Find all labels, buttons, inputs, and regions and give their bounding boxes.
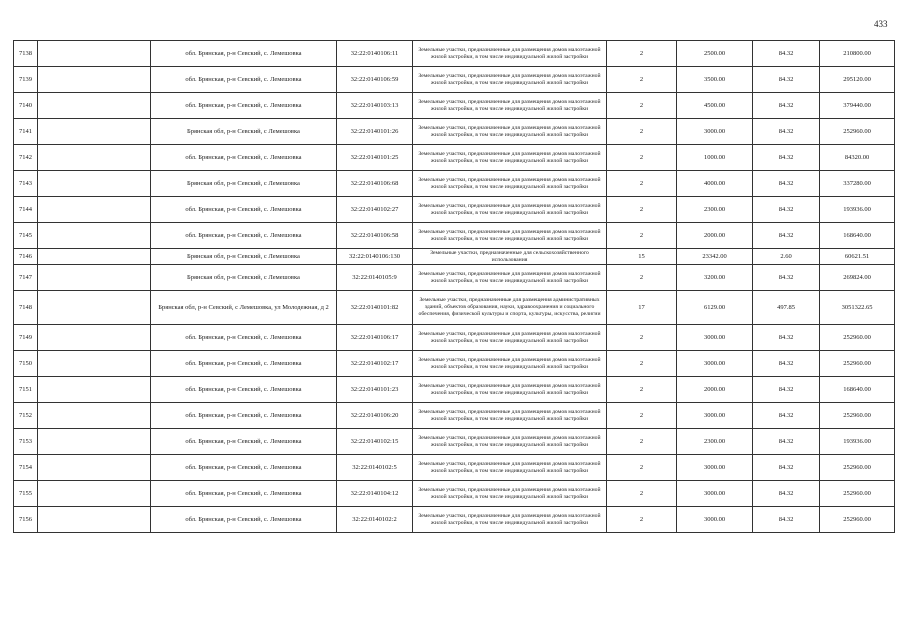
cadastral-value-cell: 252960.00 xyxy=(820,507,895,533)
land-use-cell: Земельные участки, предназначенные для размещения домов малоэтажной жилой застройки, в том числе индивидуальной жилой застройки xyxy=(413,223,607,249)
empty-cell xyxy=(38,429,151,455)
area-cell: 3000.00 xyxy=(677,119,753,145)
cadastral-number-cell: 32:22:0140106:11 xyxy=(337,41,413,67)
land-use-cell: Земельные участки, предназначенные для размещения домов малоэтажной жилой застройки, в том числе индивидуальной жилой застройки xyxy=(413,455,607,481)
area-cell: 3000.00 xyxy=(677,481,753,507)
cadastral-value-cell: 168640.00 xyxy=(820,377,895,403)
row-number-cell: 7148 xyxy=(14,291,38,325)
table-row xyxy=(14,351,895,377)
empty-cell xyxy=(38,223,151,249)
area-cell: 6129.00 xyxy=(677,291,753,325)
cadastral-number-cell: 32:22:0140101:26 xyxy=(337,119,413,145)
area-cell: 3000.00 xyxy=(677,507,753,533)
row-number-cell: 7147 xyxy=(14,265,38,291)
land-use-cell: Земельные участки, предназначенные для размещения домов малоэтажной жилой застройки, в том числе индивидуальной жилой застройки xyxy=(413,325,607,351)
area-cell: 3000.00 xyxy=(677,325,753,351)
empty-cell xyxy=(38,265,151,291)
rate-cell: 84.32 xyxy=(753,455,820,481)
rate-cell: 84.32 xyxy=(753,67,820,93)
cadastral-number-cell: 32:22:0140105:9 xyxy=(337,265,413,291)
empty-cell xyxy=(38,325,151,351)
area-cell: 3500.00 xyxy=(677,67,753,93)
cadastral-value-cell: 193936.00 xyxy=(820,429,895,455)
rate-cell: 84.32 xyxy=(753,223,820,249)
rate-cell: 2.60 xyxy=(753,249,820,265)
address-cell: обл. Брянская, р-н Севский, с. Лемешовка xyxy=(151,223,337,249)
row-number-cell: 7146 xyxy=(14,249,38,265)
group-code-cell: 2 xyxy=(607,429,677,455)
land-use-cell: Земельные участки, предназначенные для размещения домов малоэтажной жилой застройки, в том числе индивидуальной жилой застройки xyxy=(413,377,607,403)
group-code-cell: 2 xyxy=(607,265,677,291)
empty-cell xyxy=(38,93,151,119)
address-cell: обл. Брянская, р-н Севский, с. Лемешовка xyxy=(151,377,337,403)
rate-cell: 84.32 xyxy=(753,481,820,507)
address-cell: обл. Брянская, р-н Севский, с. Лемешовка xyxy=(151,455,337,481)
land-use-cell: Земельные участки, предназначенные для размещения домов малоэтажной жилой застройки, в том числе индивидуальной жилой застройки xyxy=(413,429,607,455)
group-code-cell: 17 xyxy=(607,291,677,325)
table-row xyxy=(14,325,895,351)
address-cell: обл. Брянская, р-н Севский, с. Лемешовка xyxy=(151,403,337,429)
table-row xyxy=(14,429,895,455)
address-cell: обл. Брянская, р-н Севский, с. Лемешовка xyxy=(151,93,337,119)
row-number-cell: 7149 xyxy=(14,325,38,351)
address-cell: обл. Брянская, р-н Севский, с. Лемешовка xyxy=(151,197,337,223)
area-cell: 23342.00 xyxy=(677,249,753,265)
group-code-cell: 2 xyxy=(607,325,677,351)
cadastral-number-cell: 32:22:0140103:13 xyxy=(337,93,413,119)
table-row xyxy=(14,145,895,171)
group-code-cell: 2 xyxy=(607,93,677,119)
table-row xyxy=(14,249,895,265)
address-cell: Брянская обл, р-н Севский, с Лемешовка, ул Молодежная, д 2 xyxy=(151,291,337,325)
area-cell: 3000.00 xyxy=(677,455,753,481)
rate-cell: 84.32 xyxy=(753,377,820,403)
row-number-cell: 7144 xyxy=(14,197,38,223)
empty-cell xyxy=(38,119,151,145)
cadastral-value-cell: 210800.00 xyxy=(820,41,895,67)
table-row xyxy=(14,197,895,223)
group-code-cell: 2 xyxy=(607,507,677,533)
rate-cell: 497.85 xyxy=(753,291,820,325)
cadastral-number-cell: 32:22:0140106:68 xyxy=(337,171,413,197)
page-number: 433 xyxy=(874,19,888,29)
cadastral-value-cell: 252960.00 xyxy=(820,351,895,377)
address-cell: Брянская обл, р-н Севский, с Лемешовка xyxy=(151,119,337,145)
cadastral-number-cell: 32:22:0140101:23 xyxy=(337,377,413,403)
group-code-cell: 2 xyxy=(607,481,677,507)
rate-cell: 84.32 xyxy=(753,351,820,377)
area-cell: 2000.00 xyxy=(677,223,753,249)
rate-cell: 84.32 xyxy=(753,403,820,429)
land-use-cell: Земельные участки, предназначенные для размещения домов малоэтажной жилой застройки, в том числе индивидуальной жилой застройки xyxy=(413,403,607,429)
row-number-cell: 7150 xyxy=(14,351,38,377)
table-row xyxy=(14,455,895,481)
land-use-cell: Земельные участки, предназначенные для размещения домов малоэтажной жилой застройки, в том числе индивидуальной жилой застройки xyxy=(413,67,607,93)
empty-cell xyxy=(38,171,151,197)
cadastral-value-cell: 252960.00 xyxy=(820,403,895,429)
rate-cell: 84.32 xyxy=(753,93,820,119)
cadastral-value-cell: 3051322.65 xyxy=(820,291,895,325)
address-cell: обл. Брянская, р-н Севский, с. Лемешовка xyxy=(151,481,337,507)
empty-cell xyxy=(38,403,151,429)
table-row xyxy=(14,377,895,403)
table-row xyxy=(14,265,895,291)
cadastral-value-cell: 84320.00 xyxy=(820,145,895,171)
land-use-cell: Земельные участки, предназначенные для размещения домов малоэтажной жилой застройки, в том числе индивидуальной жилой застройки xyxy=(413,507,607,533)
empty-cell xyxy=(38,145,151,171)
area-cell: 3000.00 xyxy=(677,351,753,377)
cadastral-number-cell: 32:22:0140102:2 xyxy=(337,507,413,533)
land-register-table xyxy=(13,40,895,533)
cadastral-number-cell: 32:22:0140106:130 xyxy=(337,249,413,265)
cadastral-number-cell: 32:22:0140102:15 xyxy=(337,429,413,455)
area-cell: 4000.00 xyxy=(677,171,753,197)
area-cell: 4500.00 xyxy=(677,93,753,119)
rate-cell: 84.32 xyxy=(753,41,820,67)
address-cell: Брянская обл, р-н Севский, с Лемешовка xyxy=(151,265,337,291)
address-cell: обл. Брянская, р-н Севский, с. Лемешовка xyxy=(151,145,337,171)
address-cell: обл. Брянская, р-н Севский, с. Лемешовка xyxy=(151,325,337,351)
row-number-cell: 7140 xyxy=(14,93,38,119)
row-number-cell: 7154 xyxy=(14,455,38,481)
row-number-cell: 7153 xyxy=(14,429,38,455)
address-cell: обл. Брянская, р-н Севский, с. Лемешовка xyxy=(151,67,337,93)
empty-cell xyxy=(38,455,151,481)
cadastral-value-cell: 252960.00 xyxy=(820,119,895,145)
group-code-cell: 2 xyxy=(607,67,677,93)
area-cell: 3000.00 xyxy=(677,403,753,429)
empty-cell xyxy=(38,197,151,223)
table-row xyxy=(14,93,895,119)
group-code-cell: 2 xyxy=(607,351,677,377)
cadastral-number-cell: 32:22:0140106:59 xyxy=(337,67,413,93)
empty-cell xyxy=(38,41,151,67)
rate-cell: 84.32 xyxy=(753,197,820,223)
row-number-cell: 7151 xyxy=(14,377,38,403)
group-code-cell: 2 xyxy=(607,223,677,249)
rate-cell: 84.32 xyxy=(753,265,820,291)
address-cell: обл. Брянская, р-н Севский, с. Лемешовка xyxy=(151,429,337,455)
cadastral-value-cell: 252960.00 xyxy=(820,455,895,481)
table-row xyxy=(14,41,895,67)
group-code-cell: 2 xyxy=(607,403,677,429)
cadastral-number-cell: 32:22:0140104:12 xyxy=(337,481,413,507)
cadastral-value-cell: 269824.00 xyxy=(820,265,895,291)
land-use-cell: Земельные участки, предназначенные для размещения домов малоэтажной жилой застройки, в том числе индивидуальной жилой застройки xyxy=(413,145,607,171)
row-number-cell: 7145 xyxy=(14,223,38,249)
row-number-cell: 7139 xyxy=(14,67,38,93)
land-use-cell: Земельные участки, предназначенные для размещения домов малоэтажной жилой застройки, в том числе индивидуальной жилой застройки xyxy=(413,265,607,291)
empty-cell xyxy=(38,351,151,377)
empty-cell xyxy=(38,291,151,325)
group-code-cell: 2 xyxy=(607,171,677,197)
cadastral-number-cell: 32:22:0140106:20 xyxy=(337,403,413,429)
cadastral-value-cell: 60621.51 xyxy=(820,249,895,265)
row-number-cell: 7141 xyxy=(14,119,38,145)
rate-cell: 84.32 xyxy=(753,145,820,171)
address-cell: Брянская обл, р-н Севский, с Лемешовка xyxy=(151,249,337,265)
group-code-cell: 2 xyxy=(607,119,677,145)
area-cell: 3200.00 xyxy=(677,265,753,291)
cadastral-value-cell: 168640.00 xyxy=(820,223,895,249)
rate-cell: 84.32 xyxy=(753,119,820,145)
cadastral-number-cell: 32:22:0140102:5 xyxy=(337,455,413,481)
rate-cell: 84.32 xyxy=(753,171,820,197)
row-number-cell: 7152 xyxy=(14,403,38,429)
cadastral-number-cell: 32:22:0140102:27 xyxy=(337,197,413,223)
group-code-cell: 2 xyxy=(607,41,677,67)
table-row xyxy=(14,67,895,93)
area-cell: 2000.00 xyxy=(677,377,753,403)
land-use-cell: Земельные участки, предназначенные для размещения административных зданий, объектов образования, науки, здравоохранения и социального обеспечения, физической культуры и спорта, культуры, искусства, религии xyxy=(413,291,607,325)
cadastral-number-cell: 32:22:0140101:82 xyxy=(337,291,413,325)
group-code-cell: 2 xyxy=(607,197,677,223)
area-cell: 1000.00 xyxy=(677,145,753,171)
row-number-cell: 7138 xyxy=(14,41,38,67)
register-body xyxy=(14,41,895,533)
cadastral-number-cell: 32:22:0140106:58 xyxy=(337,223,413,249)
row-number-cell: 7155 xyxy=(14,481,38,507)
group-code-cell: 15 xyxy=(607,249,677,265)
rate-cell: 84.32 xyxy=(753,507,820,533)
group-code-cell: 2 xyxy=(607,455,677,481)
land-use-cell: Земельные участки, предназначенные для размещения домов малоэтажной жилой застройки, в том числе индивидуальной жилой застройки xyxy=(413,41,607,67)
cadastral-number-cell: 32:22:0140101:25 xyxy=(337,145,413,171)
cadastral-number-cell: 32:22:0140102:17 xyxy=(337,351,413,377)
land-use-cell: Земельные участки, предназначенные для размещения домов малоэтажной жилой застройки, в том числе индивидуальной жилой застройки xyxy=(413,197,607,223)
address-cell: Брянская обл, р-н Севский, с Лемешовка xyxy=(151,171,337,197)
cadastral-value-cell: 193936.00 xyxy=(820,197,895,223)
empty-cell xyxy=(38,507,151,533)
land-use-cell: Земельные участки, предназначенные для размещения домов малоэтажной жилой застройки, в том числе индивидуальной жилой застройки xyxy=(413,119,607,145)
cadastral-value-cell: 337280.00 xyxy=(820,171,895,197)
rate-cell: 84.32 xyxy=(753,325,820,351)
land-use-cell: Земельные участки, предназначенные для сельскохозяйственного использования xyxy=(413,249,607,265)
area-cell: 2300.00 xyxy=(677,197,753,223)
group-code-cell: 2 xyxy=(607,377,677,403)
empty-cell xyxy=(38,481,151,507)
address-cell: обл. Брянская, р-н Севский, с. Лемешовка xyxy=(151,41,337,67)
row-number-cell: 7142 xyxy=(14,145,38,171)
table-row xyxy=(14,481,895,507)
empty-cell xyxy=(38,249,151,265)
group-code-cell: 2 xyxy=(607,145,677,171)
land-use-cell: Земельные участки, предназначенные для размещения домов малоэтажной жилой застройки, в том числе индивидуальной жилой застройки xyxy=(413,481,607,507)
cadastral-value-cell: 252960.00 xyxy=(820,325,895,351)
land-use-cell: Земельные участки, предназначенные для размещения домов малоэтажной жилой застройки, в том числе индивидуальной жилой застройки xyxy=(413,351,607,377)
cadastral-value-cell: 252960.00 xyxy=(820,481,895,507)
table-row xyxy=(14,171,895,197)
area-cell: 2500.00 xyxy=(677,41,753,67)
table-row xyxy=(14,291,895,325)
table-row xyxy=(14,507,895,533)
area-cell: 2300.00 xyxy=(677,429,753,455)
rate-cell: 84.32 xyxy=(753,429,820,455)
land-use-cell: Земельные участки, предназначенные для размещения домов малоэтажной жилой застройки, в том числе индивидуальной жилой застройки xyxy=(413,171,607,197)
empty-cell xyxy=(38,67,151,93)
cadastral-value-cell: 379440.00 xyxy=(820,93,895,119)
cadastral-value-cell: 295120.00 xyxy=(820,67,895,93)
cadastral-number-cell: 32:22:0140106:17 xyxy=(337,325,413,351)
table-row xyxy=(14,119,895,145)
empty-cell xyxy=(38,377,151,403)
row-number-cell: 7156 xyxy=(14,507,38,533)
address-cell: обл. Брянская, р-н Севский, с. Лемешовка xyxy=(151,351,337,377)
table-row xyxy=(14,403,895,429)
land-use-cell: Земельные участки, предназначенные для размещения домов малоэтажной жилой застройки, в том числе индивидуальной жилой застройки xyxy=(413,93,607,119)
table-row xyxy=(14,223,895,249)
address-cell: обл. Брянская, р-н Севский, с. Лемешовка xyxy=(151,507,337,533)
row-number-cell: 7143 xyxy=(14,171,38,197)
